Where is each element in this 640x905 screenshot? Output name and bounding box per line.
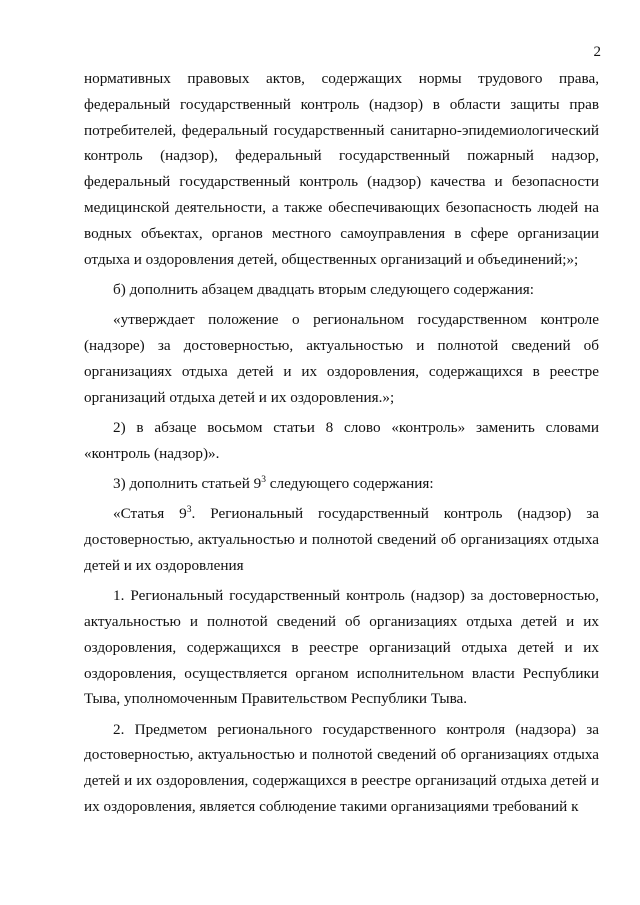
article-clause-2: 2. Предметом регионального государственного контроля (надзора) за достоверностью, актуальностью и полнотой сведений об организациях отдыха детей и их оздоровления, содержащихся в реестре организаций отдыха детей и их оздоровления, является соблюдение такими организациями требований к (84, 720, 599, 816)
superscript-article-number: 3 (261, 474, 266, 485)
article-clause-1: 1. Региональный государственный контроль (надзор) за достоверностью, актуальностью и полнотой сведений об организациях отдыха детей и их оздоровления, содержащихся в реестре организаций отдыха детей и их оздоровления, осуществляется органом исполнительном власти Республики Тыва, уполномоченным Правительством Республики Тыва. (84, 587, 599, 708)
paragraph-amendment-b: б) дополнить абзацем двадцать вторым следующего содержания: (113, 280, 534, 298)
paragraph-amendment-3-after: следующего содержания: (265, 474, 434, 492)
superscript-article-number: 3 (186, 505, 192, 516)
article-heading-before: «Статья 9 (113, 505, 187, 523)
article-heading-after: . Региональный государственный контроль (надзор) за достоверностью, актуальностью и полнотой сведений об организациях отдыха детей и их оздоровления (84, 505, 599, 574)
document-body (84, 66, 599, 820)
paragraph-amendment-3 (84, 471, 599, 497)
paragraph-amendment-3-before: 3) дополнить статьей 9 (113, 474, 262, 492)
paragraph-quoted-provision: «утверждает положение о региональном государственном контроле (надзоре) за достоверностью, актуальностью и полнотой сведений об организациях отдыха детей и их оздоровления, содержащихся в реестре организаций отдыха детей и их оздоровления.»; (84, 311, 599, 406)
article-heading (84, 501, 599, 578)
paragraph-continuation: нормативных правовых актов, содержащих нормы трудового права, федеральный государственный контроль (надзор) в области защиты прав потребителей, федеральный государственный санитарно-эпидемиологический контроль (надзор), федеральный государственный пожарный надзор, федеральный государственный контроль (надзор) качества и безопасности медицинской деятельности, а также обеспечивающих безопасность людей на водных объектах, органов местного самоуправления в сфере организации отдыха и оздоровления детей, общественных организаций и объединений;»; (84, 70, 599, 268)
paragraph-amendment-2: 2) в абзаце восьмом статьи 8 слово «контроль» заменить словами «контроль (надзор)». (84, 418, 599, 462)
page-number: 2 (593, 44, 601, 60)
